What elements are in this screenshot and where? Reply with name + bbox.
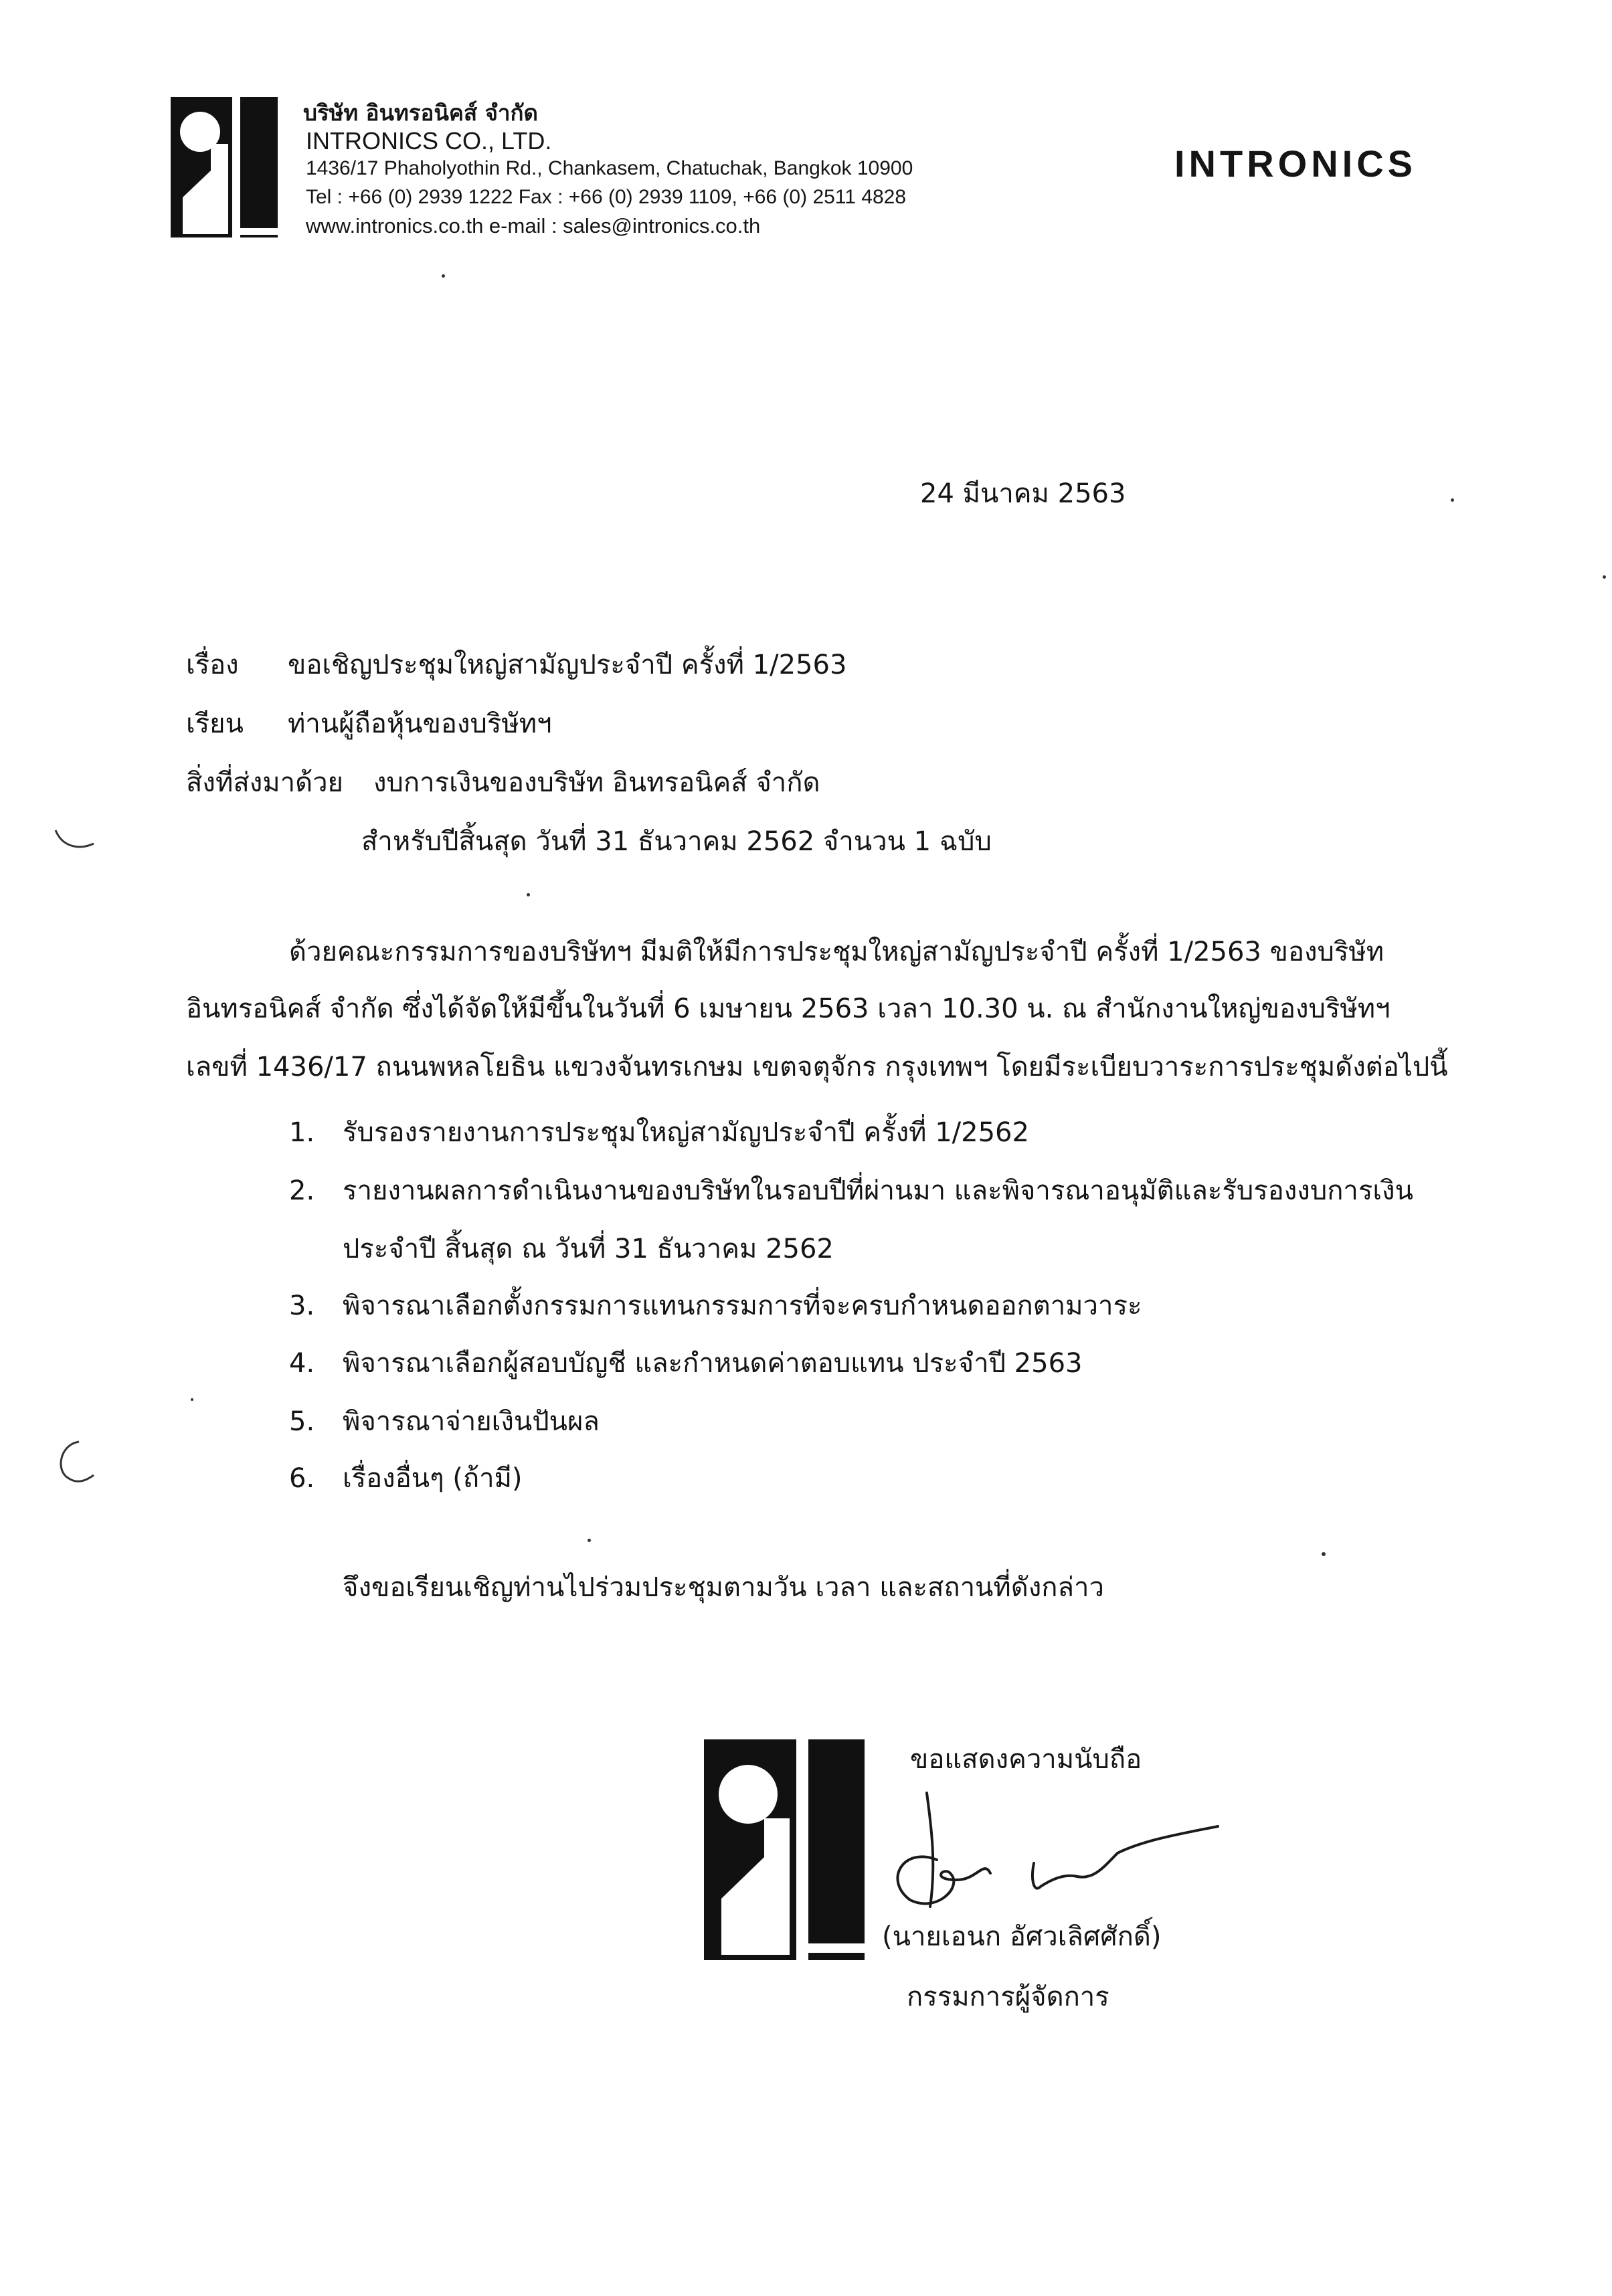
agenda-number: 1. <box>289 1117 315 1148</box>
signatory-title: กรรมการผู้จัดการ <box>907 1982 1109 2012</box>
invitation-text: จึงขอเรียนเชิญท่านไปร่วมประชุมตามวัน เวลา และสถานที่ดังกล่าว <box>343 1572 1104 1603</box>
recipient-text: ท่านผู้ถือหุ้นของบริษัทฯ <box>288 708 552 739</box>
agenda-item: รายงานผลการดำเนินงานของบริษัทในรอบปีที่ผ่านมา และพิจารณาอนุมัติและรับรองงบการเงิน <box>343 1175 1413 1206</box>
agenda-item: รับรองรายงานการประชุมใหญ่สามัญประจำปี ครั้งที่ 1/2562 <box>343 1117 1029 1148</box>
agenda-item-continued: ประจำปี สิ้นสุด ณ วันที่ 31 ธันวาคม 2562 <box>343 1234 834 1264</box>
closing-salutation: ขอแสดงความนับถือ <box>910 1744 1142 1775</box>
scan-speck <box>527 893 530 896</box>
scan-mark <box>52 827 99 854</box>
company-name-english: INTRONICS CO., LTD. <box>306 127 552 155</box>
agenda-number: 3. <box>289 1290 315 1321</box>
company-name-thai: บริษัท อินทรอนิคส์ จำกัด <box>303 100 538 126</box>
scan-speck <box>1322 1552 1326 1556</box>
company-seal <box>704 1739 865 1960</box>
agenda-item: พิจารณาเลือกผู้สอบบัญชี และกำหนดค่าตอบแทน ประจำปี 2563 <box>343 1348 1083 1379</box>
agenda-number: 4. <box>289 1348 315 1379</box>
agenda-item: พิจารณาเลือกตั้งกรรมการแทนกรรมการที่จะครบกำหนดออกตามวาระ <box>343 1290 1142 1321</box>
subject-text: ขอเชิญประชุมใหญ่สามัญประจำปี ครั้งที่ 1/2563 <box>288 650 847 680</box>
scan-speck <box>588 1539 591 1542</box>
scan-speck <box>442 274 445 278</box>
recipient-label: เรียน <box>186 708 244 739</box>
agenda-number: 2. <box>289 1175 315 1206</box>
company-phone-fax: Tel : +66 (0) 2939 1222 Fax : +66 (0) 2939 1109, +66 (0) 2511 4828 <box>306 186 907 208</box>
signatory-name: (นายเอนก อัศวเลิศศักดิ์) <box>882 1921 1162 1952</box>
enclosure-text: งบการเงินของบริษัท อินทรอนิคส์ จำกัด <box>373 767 820 798</box>
company-address: 1436/17 Phaholyothin Rd., Chankasem, Chatuchak, Bangkok 10900 <box>306 157 913 179</box>
scan-speck <box>1603 575 1606 579</box>
agenda-number: 6. <box>289 1463 315 1494</box>
paragraph-line: อินทรอนิคส์ จำกัด ซึ่งได้จัดให้มีขึ้นในวันที่ 6 เมษายน 2563 เวลา 10.30 น. ณ สำนักงานใหญ่ของบริษัทฯ <box>186 993 1391 1024</box>
agenda-item: เรื่องอื่นๆ (ถ้ามี) <box>343 1463 523 1494</box>
brand-wordmark: INTRONICS <box>1174 142 1417 185</box>
agenda-item: พิจารณาจ่ายเงินปันผล <box>343 1406 600 1437</box>
handwritten-signature <box>863 1780 1238 1927</box>
agenda-number: 5. <box>289 1406 315 1437</box>
scan-speck <box>1451 498 1454 502</box>
paragraph-line: ด้วยคณะกรรมการของบริษัทฯ มีมติให้มีการประชุมใหญ่สามัญประจำปี ครั้งที่ 1/2563 ของบริษัท <box>289 937 1384 967</box>
company-web-email: www.intronics.co.th e-mail : sales@intronics.co.th <box>306 214 761 237</box>
scan-speck <box>191 1398 193 1401</box>
scan-mark <box>52 1438 99 1492</box>
paragraph-line: เลขที่ 1436/17 ถนนพหลโยธิน แขวงจันทรเกษม เขตจตุจักร กรุงเทพฯ โดยมีระเบียบวาระการประชุมดังต่อไปนี้ <box>186 1052 1448 1082</box>
enclosure-label: สิ่งที่ส่งมาด้วย <box>186 767 343 798</box>
letter-date: 24 มีนาคม 2563 <box>920 478 1126 509</box>
enclosure-text-continued: สำหรับปีสิ้นสุด วันที่ 31 ธันวาคม 2562 จำนวน 1 ฉบับ <box>361 826 992 857</box>
company-logo <box>171 97 278 237</box>
subject-label: เรื่อง <box>186 650 239 680</box>
